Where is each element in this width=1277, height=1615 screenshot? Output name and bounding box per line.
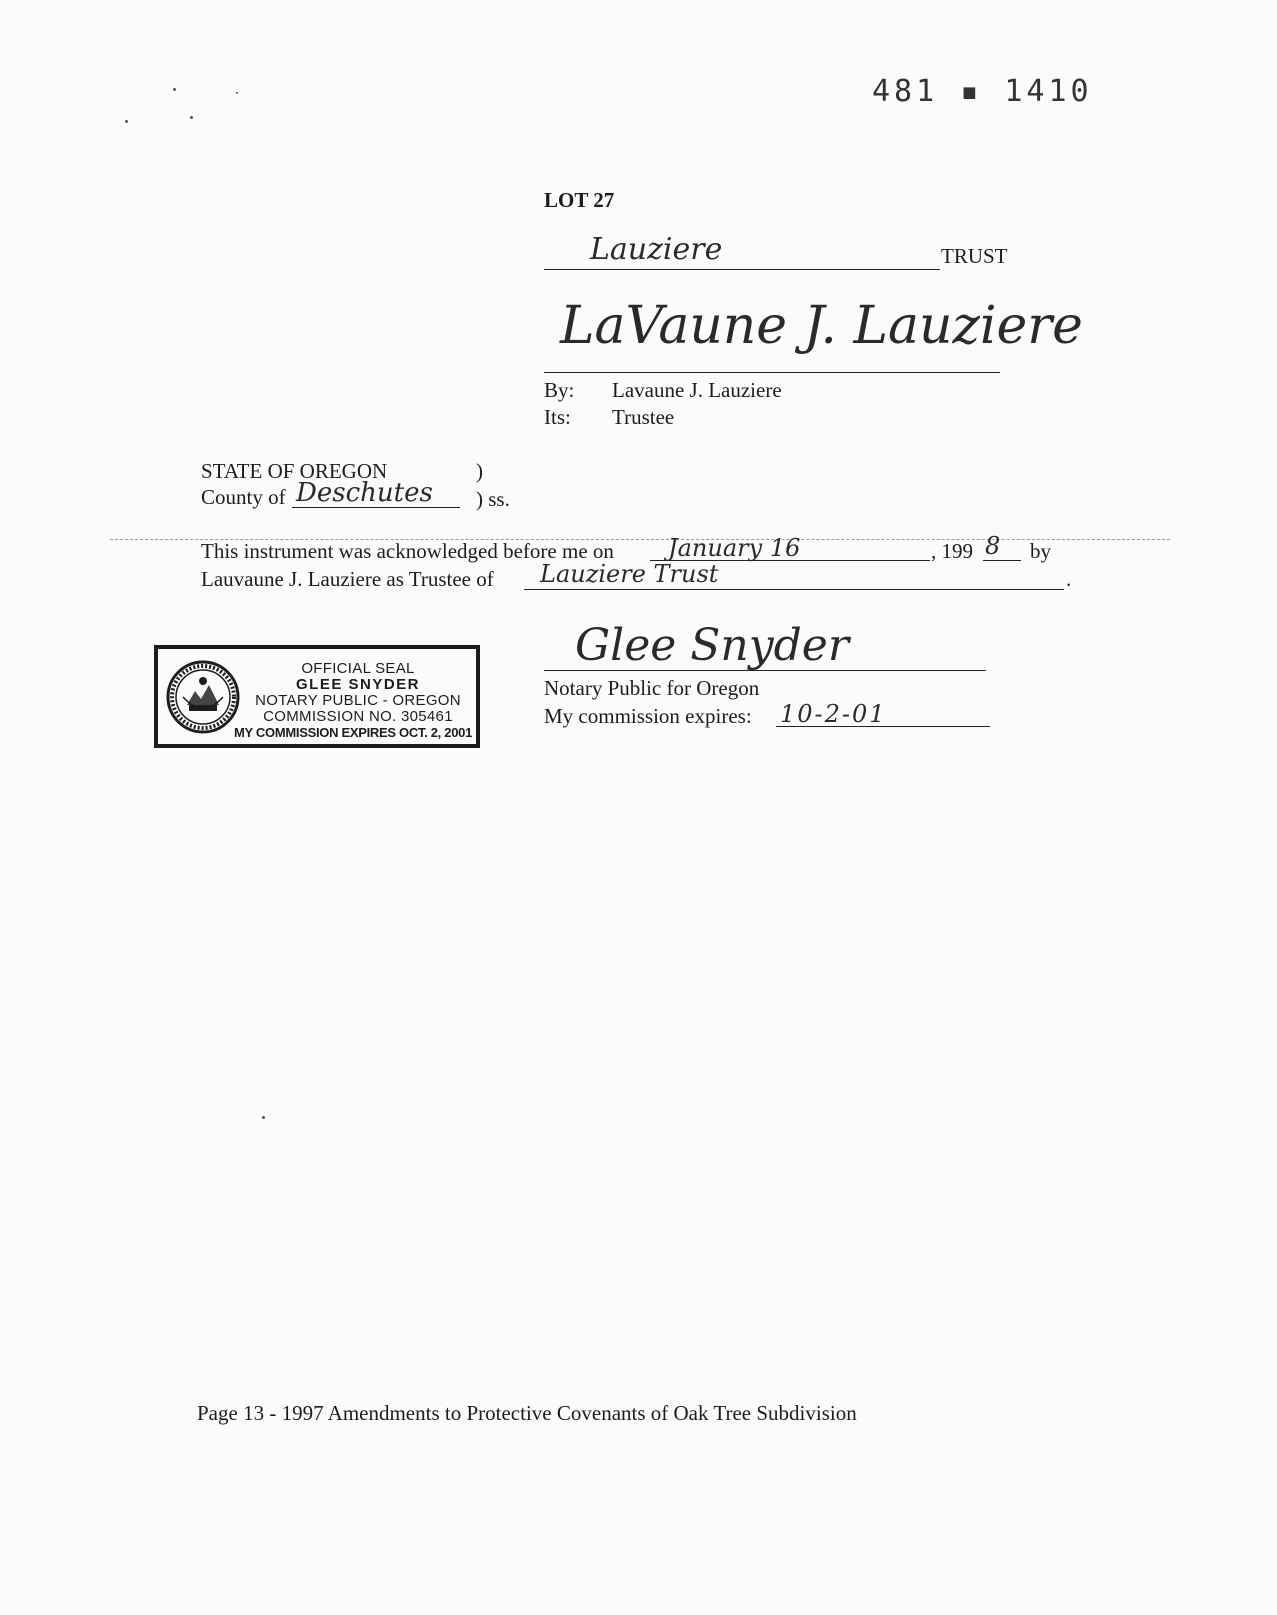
trust-label: TRUST	[941, 244, 1008, 268]
acknowledgment-date: January 16	[668, 534, 801, 562]
ss-label: ) ss.	[476, 487, 510, 511]
state-label: STATE OF OREGON	[201, 459, 388, 483]
recording-number: 481 ▪ 1410	[872, 74, 1093, 109]
seal-jurisdiction: NOTARY PUBLIC - OREGON	[255, 692, 461, 709]
page-footer: Page 13 - 1997 Amendments to Protective Covenants of Oak Tree Subdivision	[197, 1401, 857, 1425]
county-line	[292, 507, 460, 508]
scan-speck	[262, 1116, 265, 1119]
by-value: Lavaune J. Lauziere	[612, 378, 782, 402]
acknowledgment-by: by	[1030, 539, 1051, 563]
scan-speck	[236, 92, 238, 94]
its-label: Its:	[544, 405, 571, 429]
lot-label: LOT 27	[544, 188, 615, 212]
trustee-signature-line	[544, 372, 1000, 373]
scan-speck	[173, 88, 176, 91]
trust-signature-line	[544, 269, 940, 270]
seal-expiration: MY COMMISSION EXPIRES OCT. 2, 2001	[233, 725, 473, 740]
notary-seal-stamp	[154, 645, 480, 748]
seal-commission-number: COMMISSION NO. 305461	[263, 708, 453, 725]
venue-paren: )	[476, 459, 483, 483]
acknowledgment-trust-line	[524, 589, 1064, 590]
acknowledgment-period: .	[1066, 567, 1072, 591]
its-value: Trustee	[612, 405, 675, 429]
acknowledgment-text-1: This instrument was acknowledged before me on	[201, 539, 614, 563]
trust-name-handwriting: Lauziere	[590, 232, 723, 267]
acknowledgment-text-2: Lauvaune J. Lauziere as Trustee of	[201, 567, 494, 591]
notary-signature: Glee Snyder	[575, 620, 849, 671]
scan-speck	[190, 116, 193, 119]
acknowledgment-year-prefix: , 199	[931, 539, 973, 563]
trustee-signature: LaVaune J. Lauziere	[560, 296, 1083, 356]
commission-expires-label: My commission expires:	[544, 704, 752, 728]
by-label: By:	[544, 378, 575, 402]
notary-title: Notary Public for Oregon	[544, 676, 760, 700]
scan-speck	[125, 120, 128, 123]
county-label: County of	[201, 485, 286, 509]
seal-notary-name: GLEE SNYDER	[295, 676, 421, 693]
acknowledgment-year-line	[983, 560, 1021, 561]
commission-expires-value: 10-2-01	[780, 700, 887, 728]
notary-signature-line	[544, 670, 986, 671]
acknowledgment-year-suffix: 8	[985, 532, 1001, 560]
acknowledgment-trust-value: Lauziere Trust	[540, 560, 719, 588]
seal-title: OFFICIAL SEAL	[301, 660, 415, 677]
seal-text-block	[233, 660, 476, 741]
commission-expires-line	[776, 726, 990, 727]
county-value: Deschutes	[296, 478, 433, 508]
